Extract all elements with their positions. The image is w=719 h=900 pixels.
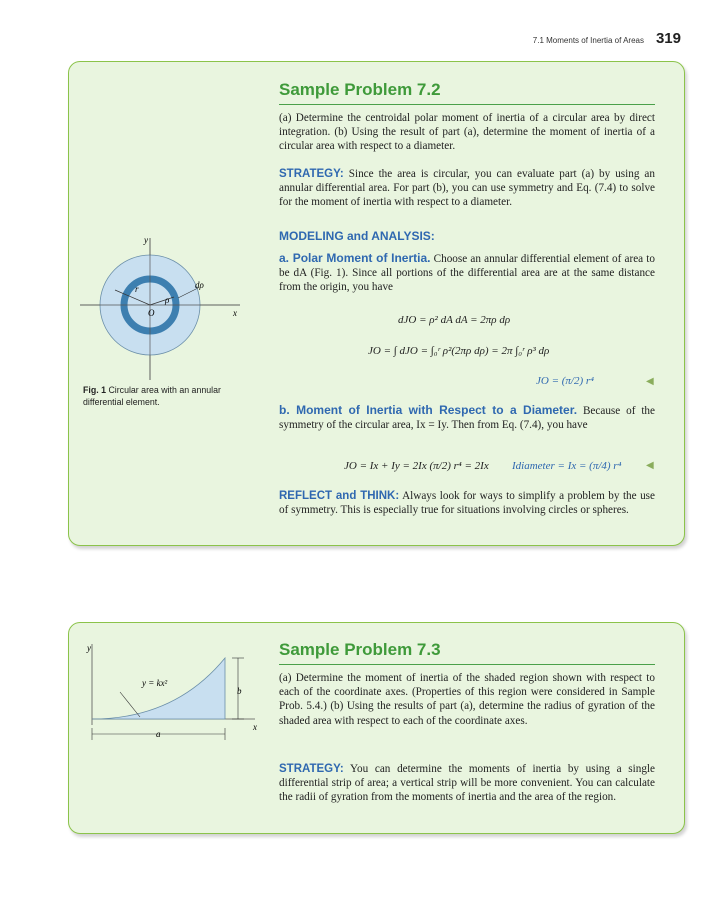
part-a-label: a. Polar Moment of Inertia. [279, 251, 431, 265]
problem-7-3-strategy [279, 762, 655, 805]
problem-7-2-intro: (a) Determine the centroidal polar moment of inertia of a circular area by direct integration. (b) Using the result of part (a), determine the moment of inertia of a circular area with respect to a diameter. [279, 112, 655, 153]
fig2-label-x: x [253, 722, 257, 732]
fig1-label-o: O [148, 308, 155, 318]
strategy-text-2: You can determine the moments of inertia by using a single differential strip of area; a vertical strip will be more convenient. You can calculate the radii of gyration from the moments of inertia and the area of the region. [279, 763, 655, 804]
title-rule-2 [279, 664, 655, 665]
part-a-text: Choose an annular differential element of area to be dA (Fig. 1). Since all portions of the differential area are at the same distance from the origin, you have [279, 253, 655, 294]
fig2-label-b: b [237, 686, 242, 696]
fig1-label-drho: dρ [195, 280, 204, 290]
fig1-label-rho: ρ [165, 295, 170, 305]
strategy-text: Since the area is circular, you can evaluate part (a) by using an annular differential area. For part (b), you can use symmetry and Eq. (7.4) to solve for the moment of inertia with respect to a diameter. [279, 168, 655, 209]
section-title: 7.1 Moments of Inertia of Areas [532, 36, 644, 45]
fig2-label-y: y [87, 643, 91, 653]
part-b-paragraph [279, 403, 655, 432]
figure-shaded-region [80, 640, 270, 750]
part-a-paragraph [279, 251, 655, 295]
problem-title-7-3: Sample Problem 7.3 [279, 640, 441, 659]
fig1-label-y: y [144, 235, 148, 245]
figure-circular-area [80, 230, 280, 380]
fig1-label-r: r [135, 284, 139, 294]
strategy-label: STRATEGY: [279, 168, 344, 180]
result-diameter-moment: Idiameter = Ix = (π/4) r⁴ [512, 460, 622, 472]
figure-caption [83, 384, 243, 408]
fig2-label-curve: y = kx² [142, 678, 168, 688]
title-rule [279, 104, 655, 105]
modeling-heading: MODELING and ANALYSIS: [279, 229, 435, 243]
part-b-text: Because of the symmetry of the circular area, Ix = Iy. Then from Eq. (7.4), you have [279, 405, 655, 432]
fig2-label-a: a [156, 729, 161, 739]
problem-7-2-strategy [279, 167, 655, 210]
result-marker-a: ◀ [646, 376, 654, 387]
equation-Jo-sum: JO = Ix + Iy = 2Ix (π/2) r⁴ = 2Ix [344, 460, 489, 472]
result-marker-b: ◀ [646, 460, 654, 471]
reflect-text: Always look for ways to simplify a problem by the use of symmetry. This is especially true for situations involving circles or spheres. [279, 490, 656, 517]
part-b-label: b. Moment of Inertia with Respect to a Diameter. [279, 403, 578, 417]
result-polar-moment: JO = (π/2) r⁴ [536, 375, 594, 387]
equation-dJo: dJO = ρ² dA dA = 2πρ dρ [398, 314, 511, 326]
reflect-label: REFLECT and THINK: [279, 490, 400, 502]
running-header [533, 30, 681, 47]
page-number: 319 [655, 30, 681, 47]
figure-caption-text: Circular area with an annular differential element. [83, 385, 221, 407]
equation-Jo-integral: JO = ∫ dJO = ∫₀ʳ ρ²(2πρ dρ) = 2π ∫₀ʳ ρ³ dρ [368, 345, 550, 357]
fig1-label-x: x [233, 308, 237, 318]
strategy-label-2: STRATEGY: [279, 763, 344, 775]
problem-7-3-intro: (a) Determine the moment of inertia of the shaded region shown with respect to each of the coordinate axes. (Properties of this region were considered in Sample Prob. 5.4.) (b) Using the results of part (a), determine the radius of gyration of the shaded area with respect to each of the coordinate axes. [279, 672, 655, 727]
problem-title-7-2: Sample Problem 7.2 [279, 80, 441, 99]
reflect-paragraph [279, 489, 655, 517]
figure-caption-label: Fig. 1 [83, 385, 106, 395]
